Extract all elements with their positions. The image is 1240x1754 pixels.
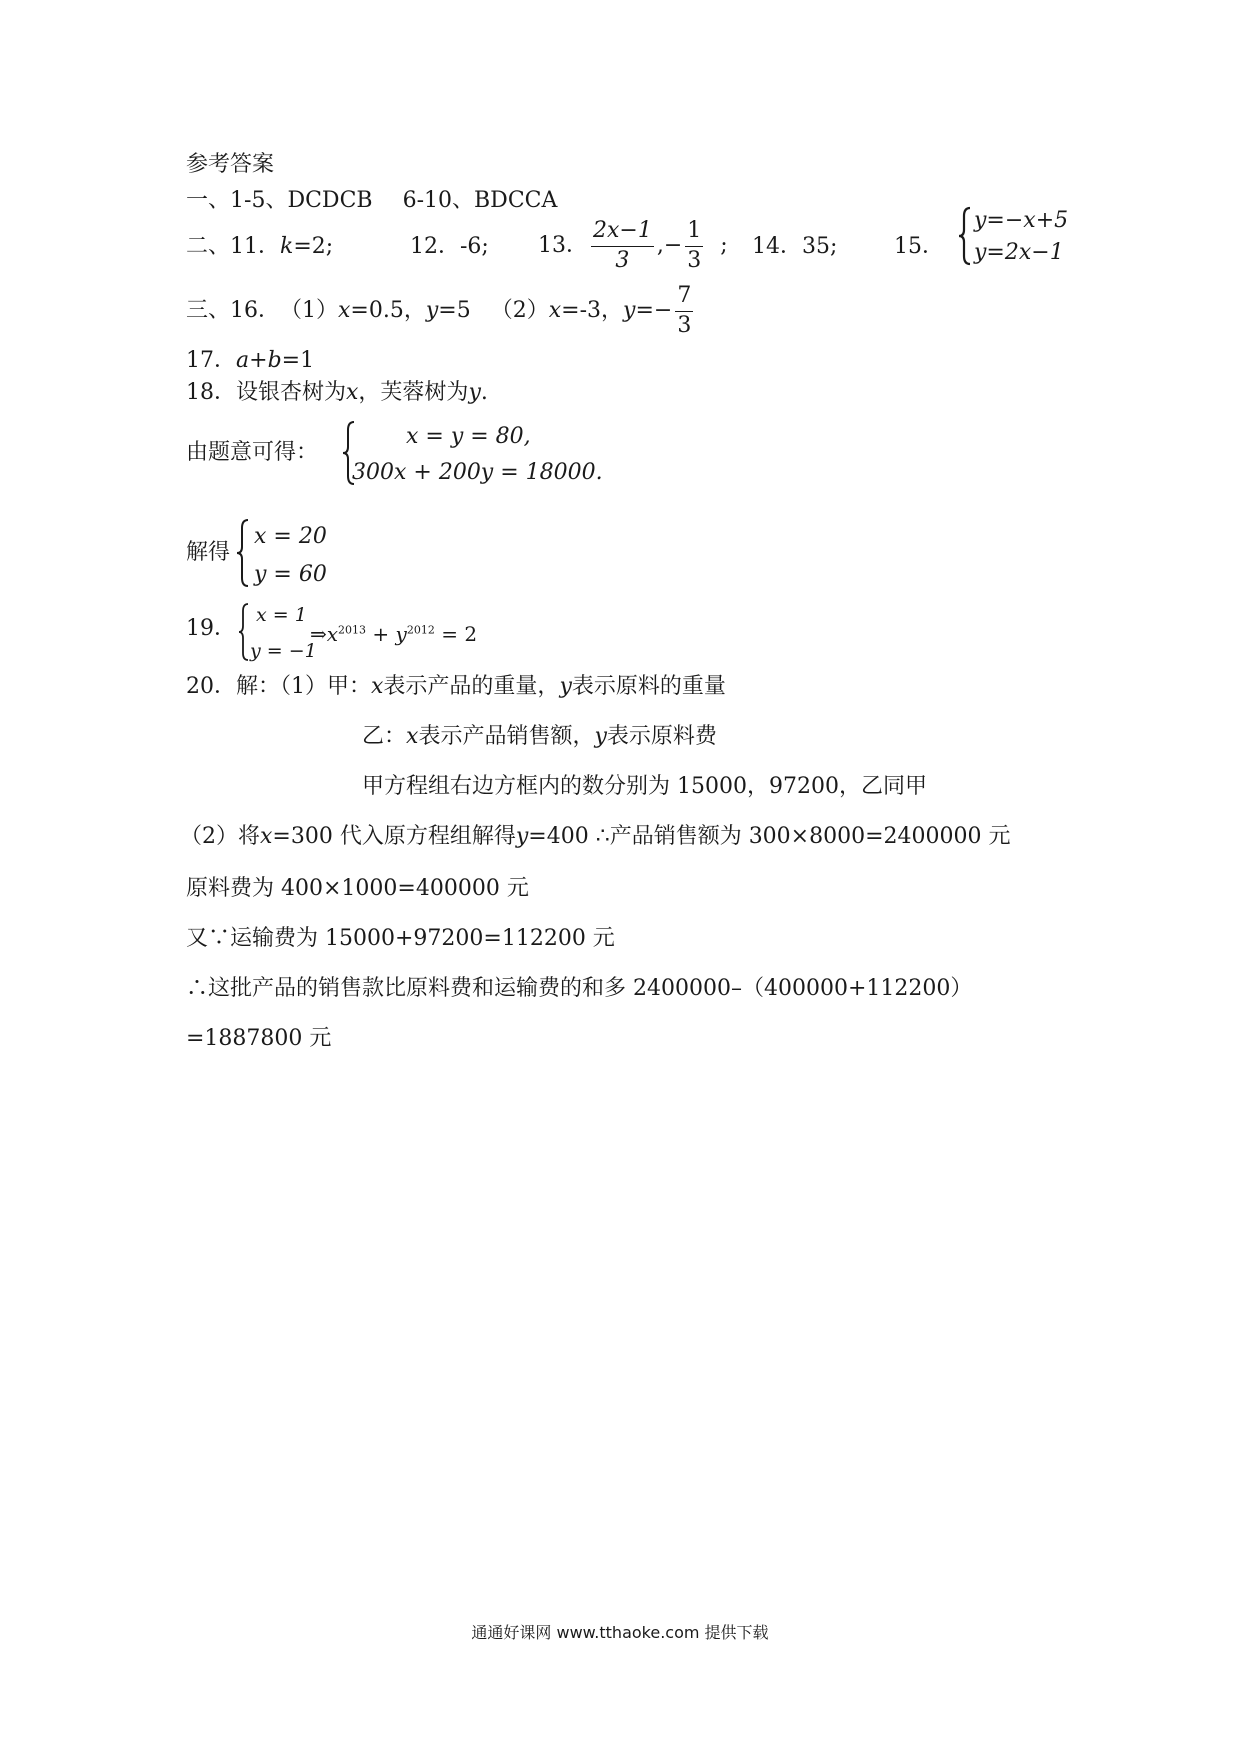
q11-var: k <box>280 234 294 259</box>
q19-y: y <box>395 622 407 646</box>
q18-solution-x: x = 20 <box>254 524 327 549</box>
q20-l1-y: y <box>559 674 572 699</box>
q19-arrow: ⇒ <box>310 622 327 646</box>
q17-plus: + <box>249 348 268 373</box>
q17-a: a <box>236 348 250 373</box>
q11-answer: =2; <box>293 234 334 259</box>
q18-text: 18．设银杏树为 <box>186 380 346 405</box>
q17-b: b <box>267 348 282 373</box>
q18-setup-label: 由题意可得： <box>186 440 319 465</box>
q18-y: y <box>468 380 481 405</box>
q16-x1-value: =0.5， <box>350 298 426 323</box>
q16-y2-value: =− <box>635 298 673 323</box>
q20-l2-prefix: 乙： <box>362 724 407 749</box>
q20-l4-x: x <box>260 824 273 849</box>
q20-l2-end: 表示原料费 <box>606 724 717 749</box>
q20-l4-prefix: （2）将 <box>180 824 260 849</box>
q12-number: 12． <box>410 234 460 259</box>
q17 <box>186 350 314 372</box>
q17-number: 17． <box>186 348 236 373</box>
section-1-label: 一、 <box>186 188 231 213</box>
q13-fraction-1-denominator: 3 <box>615 247 630 273</box>
q18-solution-brace-icon <box>236 518 250 588</box>
q13-fraction-1-numerator: 2x−1 <box>591 219 654 246</box>
q18-mid: ，芙蓉树为 <box>358 380 469 405</box>
q16-y2-var: y <box>623 298 636 323</box>
q13-separator: ,− <box>656 233 683 258</box>
q11-number: 11． <box>230 234 281 259</box>
q20-line-2 <box>362 726 717 748</box>
q19-x: x <box>326 622 339 646</box>
q13-fraction-2-denominator: 3 <box>687 247 702 273</box>
section-3-label: 三、16． <box>186 298 280 323</box>
q15-number: 15． <box>894 234 944 259</box>
page-title: 参考答案 <box>186 152 275 177</box>
q16-part-2: （2） <box>490 298 549 323</box>
q13-number: 13． <box>538 233 588 258</box>
q13 <box>538 220 728 272</box>
q19-y-exponent: 2012 <box>406 623 435 637</box>
q18-eq1: x = y = 80, <box>406 424 531 449</box>
q19-eq2: y = −1 <box>250 640 317 662</box>
q20-l2-x: x <box>406 724 419 749</box>
q18-solve-label: 解得 <box>186 540 231 565</box>
q15-eq1: y=−x+5 <box>974 208 1069 233</box>
q19-plus: + <box>366 622 396 646</box>
q20-l4-mid: =300 代入原方程组解得 <box>272 824 516 849</box>
q20-l1-prefix: 20．解：（1）甲： <box>186 674 371 699</box>
q20-l1-end: 表示原料的重量 <box>571 674 726 699</box>
q12-answer: -6; <box>460 234 489 259</box>
q20-line-7: ∴这批产品的销售款比原料费和运输费的和多 2400000–（400000+112200） <box>186 976 973 1001</box>
q16-part-1: （1） <box>280 298 338 323</box>
q19-eq1: x = 1 <box>256 604 307 626</box>
q19-brace-icon <box>238 602 250 662</box>
q20-line-6: 又∵运输费为 15000+97200=112200 元 <box>186 926 615 951</box>
q15-eq2: y=2x−1 <box>974 240 1064 265</box>
q17-answer: =1 <box>281 348 315 373</box>
q20-line-8: =1887800 元 <box>186 1026 332 1051</box>
q12 <box>410 236 489 258</box>
q18-system <box>342 420 602 490</box>
q19-value: = 2 <box>434 622 478 646</box>
q20-line-1 <box>186 676 726 698</box>
q16-fraction-denominator: 3 <box>677 312 692 338</box>
q13-fraction-2 <box>685 219 703 272</box>
q18-solution <box>236 518 356 590</box>
q16-y1-value: =5 <box>438 298 471 323</box>
section-1-answers <box>186 190 557 212</box>
q14-answer: 35; <box>802 234 838 259</box>
q16-fraction <box>675 284 693 337</box>
range-1-5: 1-5、 <box>230 188 288 213</box>
range-6-10: 6-10、 <box>402 188 475 213</box>
q14 <box>752 236 837 258</box>
section-3-answers <box>186 282 696 340</box>
q16-x2-value: =-3， <box>561 298 624 323</box>
q16-y1-var: y <box>425 298 439 323</box>
q18-end: . <box>480 380 488 405</box>
q18-eq2: 300x + 200y = 18000. <box>352 460 603 485</box>
q20-line-5: 原料费为 400×1000=400000 元 <box>186 876 529 901</box>
q16-fraction-numerator: 7 <box>675 284 693 311</box>
q16-x2-var: x <box>548 298 562 323</box>
q13-end: ; <box>720 233 728 258</box>
q13-fraction-2-numerator: 1 <box>685 219 703 246</box>
q15-brace-icon <box>958 206 972 266</box>
q19-result <box>310 624 477 644</box>
q19-system <box>238 602 498 664</box>
q18-line <box>186 382 488 404</box>
q20-l4-y: y <box>515 824 529 849</box>
q14-number: 14． <box>752 234 802 259</box>
q20-line-4 <box>180 826 1011 848</box>
q20-l4-end: =400 ∴产品销售额为 300×8000=2400000 元 <box>528 824 1011 849</box>
q20-l1-mid: 表示产品的重量， <box>383 674 560 699</box>
page-footer: 通通好课网 www.tthaoke.com 提供下载 <box>471 1623 769 1642</box>
q20-line-3: 甲方程组右边方框内的数分别为 15000，97200，乙同甲 <box>362 774 927 799</box>
q20-l2-mid: 表示产品销售额， <box>418 724 595 749</box>
q18-solution-y: y = 60 <box>254 562 327 587</box>
q19-x-exponent: 2013 <box>338 623 367 637</box>
q20-l1-x: x <box>371 674 384 699</box>
section-2-answers <box>186 236 333 258</box>
q13-fraction-1 <box>591 219 654 272</box>
answers-1-5: DCDCB <box>287 188 373 213</box>
answers-6-10: BDCCA <box>474 188 558 213</box>
q16-x1-var: x <box>338 298 351 323</box>
q19-number: 19． <box>186 616 236 641</box>
section-2-label: 二、 <box>186 234 231 259</box>
q18-x: x <box>346 380 359 405</box>
q20-l2-y: y <box>594 724 607 749</box>
q15-system <box>958 206 1088 270</box>
